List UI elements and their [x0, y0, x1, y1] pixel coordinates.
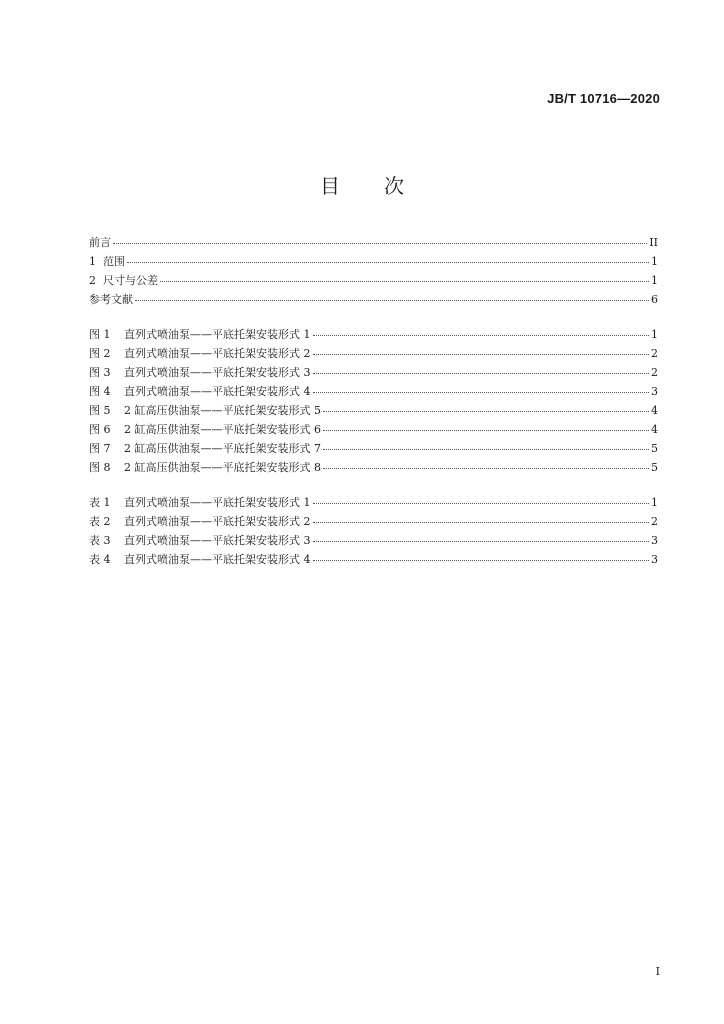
- toc-entry-label: 直列式喷油泵——平底托架安装形式 2: [124, 347, 311, 360]
- toc-entry-page: 1: [651, 255, 658, 268]
- toc-entry-number: 图 6: [89, 423, 111, 436]
- toc-entry-number: 图 5: [89, 404, 111, 417]
- toc-entry-table[interactable]: [89, 549, 658, 568]
- toc-entry-number: 图 3: [89, 366, 111, 379]
- toc-entry-text: [89, 458, 321, 477]
- page-folio: I: [655, 965, 660, 978]
- toc-entry-label: 直列式喷油泵——平底托架安装形式 3: [124, 534, 311, 547]
- toc-entry-number: 图 4: [89, 385, 111, 398]
- dot-leader: [323, 398, 649, 412]
- toc-sections: [89, 232, 658, 308]
- toc-entry-page: 4: [651, 423, 658, 436]
- toc-entry-text: [89, 344, 311, 363]
- toc-entry-number: 1: [89, 255, 96, 268]
- toc-entry-label: 2 缸高压供油泵——平底托架安装形式 8: [124, 461, 321, 474]
- table-of-contents: [89, 232, 658, 568]
- standard-code: JB/T 10716—2020: [547, 91, 660, 106]
- toc-entry-text: [89, 512, 311, 531]
- toc-entry-number: 表 3: [89, 534, 111, 547]
- toc-entry-page: 4: [651, 404, 658, 417]
- toc-entry-label: 范围: [103, 255, 125, 268]
- toc-figures: [89, 324, 658, 476]
- dot-leader: [313, 528, 650, 542]
- toc-entry-page: 2: [651, 347, 658, 360]
- toc-entry-label: 直列式喷油泵——平底托架安装形式 3: [124, 366, 311, 379]
- toc-entry-page: 5: [651, 442, 658, 455]
- dot-leader: [313, 360, 650, 374]
- dot-leader: [313, 322, 650, 336]
- toc-entry-number: 图 1: [89, 328, 111, 341]
- toc-entry-page: 5: [651, 461, 658, 474]
- toc-entry-label: 尺寸与公差: [103, 274, 158, 287]
- toc-entry-page: 6: [651, 293, 658, 306]
- toc-entry-number: 图 8: [89, 461, 111, 474]
- title-part-2: 次: [384, 174, 404, 198]
- toc-entry-text: [89, 550, 311, 569]
- toc-entry-text: [89, 233, 111, 252]
- toc-tables: [89, 492, 658, 568]
- toc-entry-number: 图 2: [89, 347, 111, 360]
- page-title: [0, 170, 724, 199]
- toc-entry-page: 1: [651, 328, 658, 341]
- toc-entry-label: 前言: [89, 236, 111, 249]
- toc-entry-label: 参考文献: [89, 293, 133, 306]
- dot-leader: [113, 230, 647, 244]
- toc-entry-page: 2: [651, 366, 658, 379]
- toc-entry-label: 2 缸高压供油泵——平底托架安装形式 5: [124, 404, 321, 417]
- toc-entry-number: 图 7: [89, 442, 111, 455]
- toc-entry-text: [89, 363, 311, 382]
- toc-entry-page: 2: [651, 515, 658, 528]
- dot-leader: [323, 436, 649, 450]
- toc-entry-text: [89, 420, 321, 439]
- dot-leader: [127, 249, 649, 263]
- toc-entry-page: 3: [651, 385, 658, 398]
- dot-leader: [313, 379, 650, 393]
- toc-entry-label: 直列式喷油泵——平底托架安装形式 1: [124, 328, 311, 341]
- dot-leader: [313, 341, 650, 355]
- toc-entry-page: II: [649, 236, 658, 249]
- toc-entry-number: 表 1: [89, 496, 111, 509]
- toc-entry-number: 表 4: [89, 553, 111, 566]
- toc-entry-figure[interactable]: [89, 457, 658, 476]
- toc-entry-label: 2 缸高压供油泵——平底托架安装形式 7: [124, 442, 321, 455]
- toc-entry-label: 直列式喷油泵——平底托架安装形式 4: [124, 553, 311, 566]
- toc-entry-label: 直列式喷油泵——平底托架安装形式 4: [124, 385, 311, 398]
- title-part-1: 目: [320, 174, 340, 198]
- toc-entry-page: 3: [651, 553, 658, 566]
- toc-entry-text: [89, 439, 321, 458]
- toc-entry-section[interactable]: [89, 289, 658, 308]
- toc-entry-number: 2: [89, 274, 96, 287]
- toc-entry-text: [89, 382, 311, 401]
- dot-leader: [313, 547, 650, 561]
- toc-entry-number: 表 2: [89, 515, 111, 528]
- dot-leader: [160, 268, 649, 282]
- toc-entry-label: 2 缸高压供油泵——平底托架安装形式 6: [124, 423, 321, 436]
- toc-entry-text: [89, 531, 311, 550]
- dot-leader: [135, 287, 649, 301]
- dot-leader: [323, 417, 649, 431]
- toc-entry-label: 直列式喷油泵——平底托架安装形式 1: [124, 496, 311, 509]
- toc-entry-page: 1: [651, 496, 658, 509]
- toc-entry-text: [89, 325, 311, 344]
- toc-entry-page: 1: [651, 274, 658, 287]
- toc-entry-label: 直列式喷油泵——平底托架安装形式 2: [124, 515, 311, 528]
- toc-entry-text: [89, 493, 311, 512]
- toc-entry-text: [89, 252, 125, 271]
- toc-entry-text: [89, 290, 133, 309]
- toc-entry-text: [89, 401, 321, 420]
- dot-leader: [313, 509, 650, 523]
- dot-leader: [323, 455, 649, 469]
- toc-entry-page: 3: [651, 534, 658, 547]
- dot-leader: [313, 490, 650, 504]
